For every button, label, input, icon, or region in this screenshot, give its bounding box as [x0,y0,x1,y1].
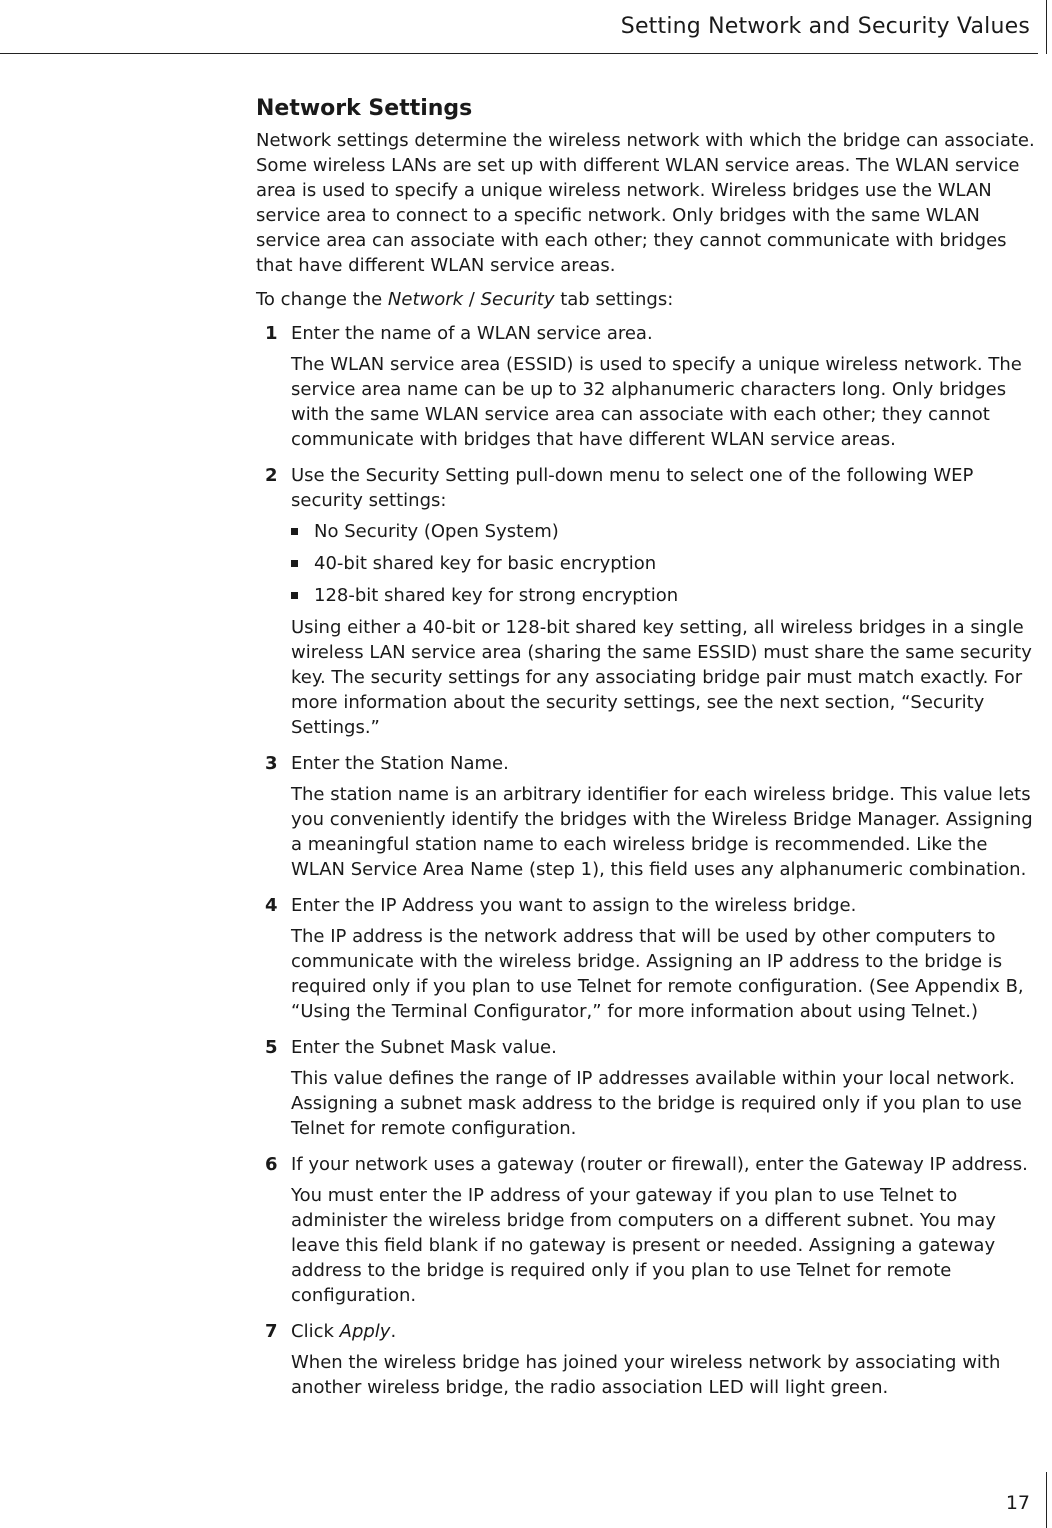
network-tab-ref: Network [387,289,464,310]
security-options-list [291,519,1046,608]
list-item-text: 128-bit shared key for strong encryption [314,585,679,606]
step-instruction: Enter the Station Name. [291,753,509,774]
step-instruction: Enter the name of a WLAN service area. [291,323,653,344]
step-number: 1 [265,323,278,344]
step-number: 7 [265,1321,278,1342]
step-number: 4 [265,895,278,916]
step-3 [256,751,1046,882]
list-item [291,583,1046,608]
step-description: You must enter the IP address of your gateway if you plan to use Telnet to administer the wireless bridge from computers on a different subnet. You may leave this field blank if no gateway is present or needed. Assigning a gateway address to the bridge is required only if you plan to use Telnet for remote configuration. [291,1185,996,1306]
list-item [291,551,1046,576]
square-bullet-icon [291,560,298,567]
list-item [291,519,1046,544]
click-prefix: Click [291,1321,340,1342]
step-instruction [291,1319,1046,1344]
change-suffix: tab settings: [554,289,674,310]
intro-paragraph: Network settings determine the wireless network with which the bridge can associate. Some wireless LANs are set up with different WLAN service areas. The WLAN service area is used to specify a unique wireless network. Wireless bridges use the WLAN service area to connect to a specific network. Only bridges with the same WLAN service area can associate with each other; they cannot communicate with bridges that have different WLAN service areas. [256,130,1035,276]
running-header-title: Setting Network and Security Values [620,14,1030,39]
step-1 [256,321,1046,452]
step-description: Using either a 40-bit or 128-bit shared key setting, all wireless bridges in a single wireless LAN service area (sharing the same ESSID) must share the same security key. The security settings for any associating bridge pair must match exactly. For more information about the security settings, see the next section, “Security Settings.” [291,617,1032,738]
footer-margin-tick [1046,1472,1047,1528]
step-5 [256,1035,1046,1141]
step-4 [256,893,1046,1024]
step-instruction: Use the Security Setting pull-down menu to select one of the following WEP security settings: [291,465,974,511]
list-item-text: No Security (Open System) [314,521,559,542]
page-content [256,92,1046,1411]
change-prefix: To change the [256,289,388,310]
step-7 [256,1319,1046,1400]
click-suffix: . [390,1321,397,1342]
step-number: 5 [265,1037,278,1058]
step-instruction: Enter the IP Address you want to assign to the wireless bridge. [291,895,857,916]
list-item-text: 40-bit shared key for basic encryption [314,553,657,574]
step-number: 6 [265,1154,278,1175]
step-description: When the wireless bridge has joined your wireless network by associating with another wireless bridge, the radio association LED will light green. [291,1352,1001,1398]
step-number: 3 [265,753,278,774]
apply-button-ref: Apply [339,1321,391,1342]
step-description: The WLAN service area (ESSID) is used to specify a unique wireless network. The service area name can be up to 32 alphanumeric characters long. Only bridges with the same WLAN service area can associate with each other; they cannot communicate with bridges that have different WLAN service areas. [291,354,1022,450]
step-description: The station name is an arbitrary identifier for each wireless bridge. This value lets you conveniently identify the bridges with the Wireless Bridge Manager. Assigning a meaningful station name to each wireless bridge is recommended. Like the WLAN Service Area Name (step 1), this field uses any alphanumeric combination. [291,784,1033,880]
header-rule [0,53,1038,54]
step-instruction: Enter the Subnet Mask value. [291,1037,557,1058]
step-description: The IP address is the network address that will be used by other computers to communicate with the wireless bridge. Assigning an IP address to the bridge is required only if you plan to use Telnet for remote configuration. (See Appendix B, “Using the Terminal Configurator,” for more information about using Telnet.) [291,926,1024,1022]
change-instructions [256,287,1046,312]
step-description: This value defines the range of IP addresses available within your local network. Assigning a subnet mask address to the bridge is required only if you plan to use Telnet for remote configuration. [291,1068,1022,1139]
square-bullet-icon [291,592,298,599]
page-number: 17 [1005,1492,1030,1514]
step-6 [256,1152,1046,1308]
step-2 [256,463,1046,740]
section-title: Network Settings [256,96,473,121]
security-tab-ref: Security [480,289,555,310]
square-bullet-icon [291,528,298,535]
step-instruction: If your network uses a gateway (router or firewall), enter the Gateway IP address. [291,1154,1028,1175]
header-margin-tick [1046,0,1047,54]
change-separator: / [463,289,481,310]
step-number: 2 [265,465,278,486]
